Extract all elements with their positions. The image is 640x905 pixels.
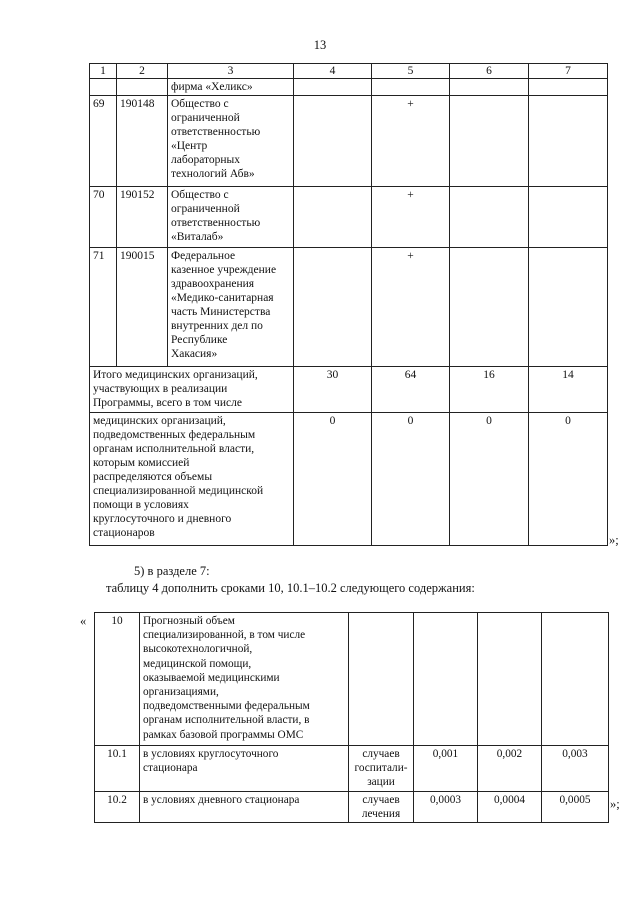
value-cell: 0	[372, 413, 450, 546]
total-label: Итого медицинских организаций, участвующих в реализации Программы, всего в том числе	[90, 367, 294, 413]
mark-cell: +	[372, 187, 450, 248]
closing-quote: »;	[609, 533, 619, 547]
org-name: фирма «Хеликс»	[168, 79, 294, 96]
section-heading: 5) в разделе 7:	[134, 564, 210, 578]
value-cell: 0	[529, 413, 608, 546]
closing-quote: »;	[610, 797, 620, 811]
row-number: 10.2	[95, 792, 140, 823]
value-cell: 16	[450, 367, 529, 413]
org-code: 190152	[117, 187, 168, 248]
indicator-name: Прогнозный объем специализированной, в том числе высокотехнологичной, медицинской помощи, оказываемой медицинскими организациями, подведомственными федеральным органам исполнительной власти, в рамках базовой программы ОМС	[140, 613, 349, 746]
row-number: 69	[90, 96, 117, 187]
table-row	[95, 792, 609, 823]
header-row	[90, 64, 608, 79]
org-code: 190148	[117, 96, 168, 187]
row-number: 10	[95, 613, 140, 746]
opening-quote: «	[80, 614, 87, 628]
addition-table	[94, 612, 609, 823]
subtotal-label: медицинских организаций, подведомственных федеральным органам исполнительной власти, которым комиссией распределяются объемы специализированной медицинской помощи в условиях круглосуточного и дневного стационаров	[90, 413, 294, 546]
value-cell: 30	[294, 367, 372, 413]
header-cell: 1	[90, 64, 117, 79]
organizations-table	[89, 63, 608, 546]
value-cell: 14	[529, 367, 608, 413]
org-name: Общество с ограниченной ответственностью «Центр лабораторных технологий Абв»	[168, 96, 294, 187]
row-number: 10.1	[95, 746, 140, 792]
header-cell: 5	[372, 64, 450, 79]
value-cell: 0	[294, 413, 372, 546]
page-number: 13	[313, 38, 327, 52]
row-number: 70	[90, 187, 117, 248]
value-cell: 0,0003	[414, 792, 478, 823]
table-row	[95, 613, 609, 746]
indicator-name: в условиях дневного стационара	[140, 792, 349, 823]
header-cell: 7	[529, 64, 608, 79]
value-cell: 0,002	[478, 746, 542, 792]
mark-cell: +	[372, 96, 450, 187]
header-cell: 2	[117, 64, 168, 79]
org-name: Общество с ограниченной ответственностью «Виталаб»	[168, 187, 294, 248]
row-number: 71	[90, 248, 117, 367]
header-cell: 6	[450, 64, 529, 79]
value-cell: 0,003	[542, 746, 609, 792]
total-row	[90, 367, 608, 413]
table-row	[90, 79, 608, 96]
org-code: 190015	[117, 248, 168, 367]
unit-cell: случаев лечения	[349, 792, 414, 823]
indicator-name: в условиях круглосуточного стационара	[140, 746, 349, 792]
header-cell: 3	[168, 64, 294, 79]
subtotal-row	[90, 413, 608, 546]
org-name: Федеральное казенное учреждение здравоохранения «Медико-санитарная часть Министерства внутренних дел по Республике Хакасия»	[168, 248, 294, 367]
table-row	[90, 248, 608, 367]
value-cell: 0,001	[414, 746, 478, 792]
value-cell: 64	[372, 367, 450, 413]
mark-cell: +	[372, 248, 450, 367]
section-instruction: таблицу 4 дополнить сроками 10, 10.1–10.2 следующего содержания:	[106, 581, 475, 595]
value-cell: 0,0005	[542, 792, 609, 823]
table-row	[90, 96, 608, 187]
value-cell: 0,0004	[478, 792, 542, 823]
unit-cell: случаев госпитали- зации	[349, 746, 414, 792]
value-cell: 0	[450, 413, 529, 546]
table-row	[90, 187, 608, 248]
table-row	[95, 746, 609, 792]
header-cell: 4	[294, 64, 372, 79]
